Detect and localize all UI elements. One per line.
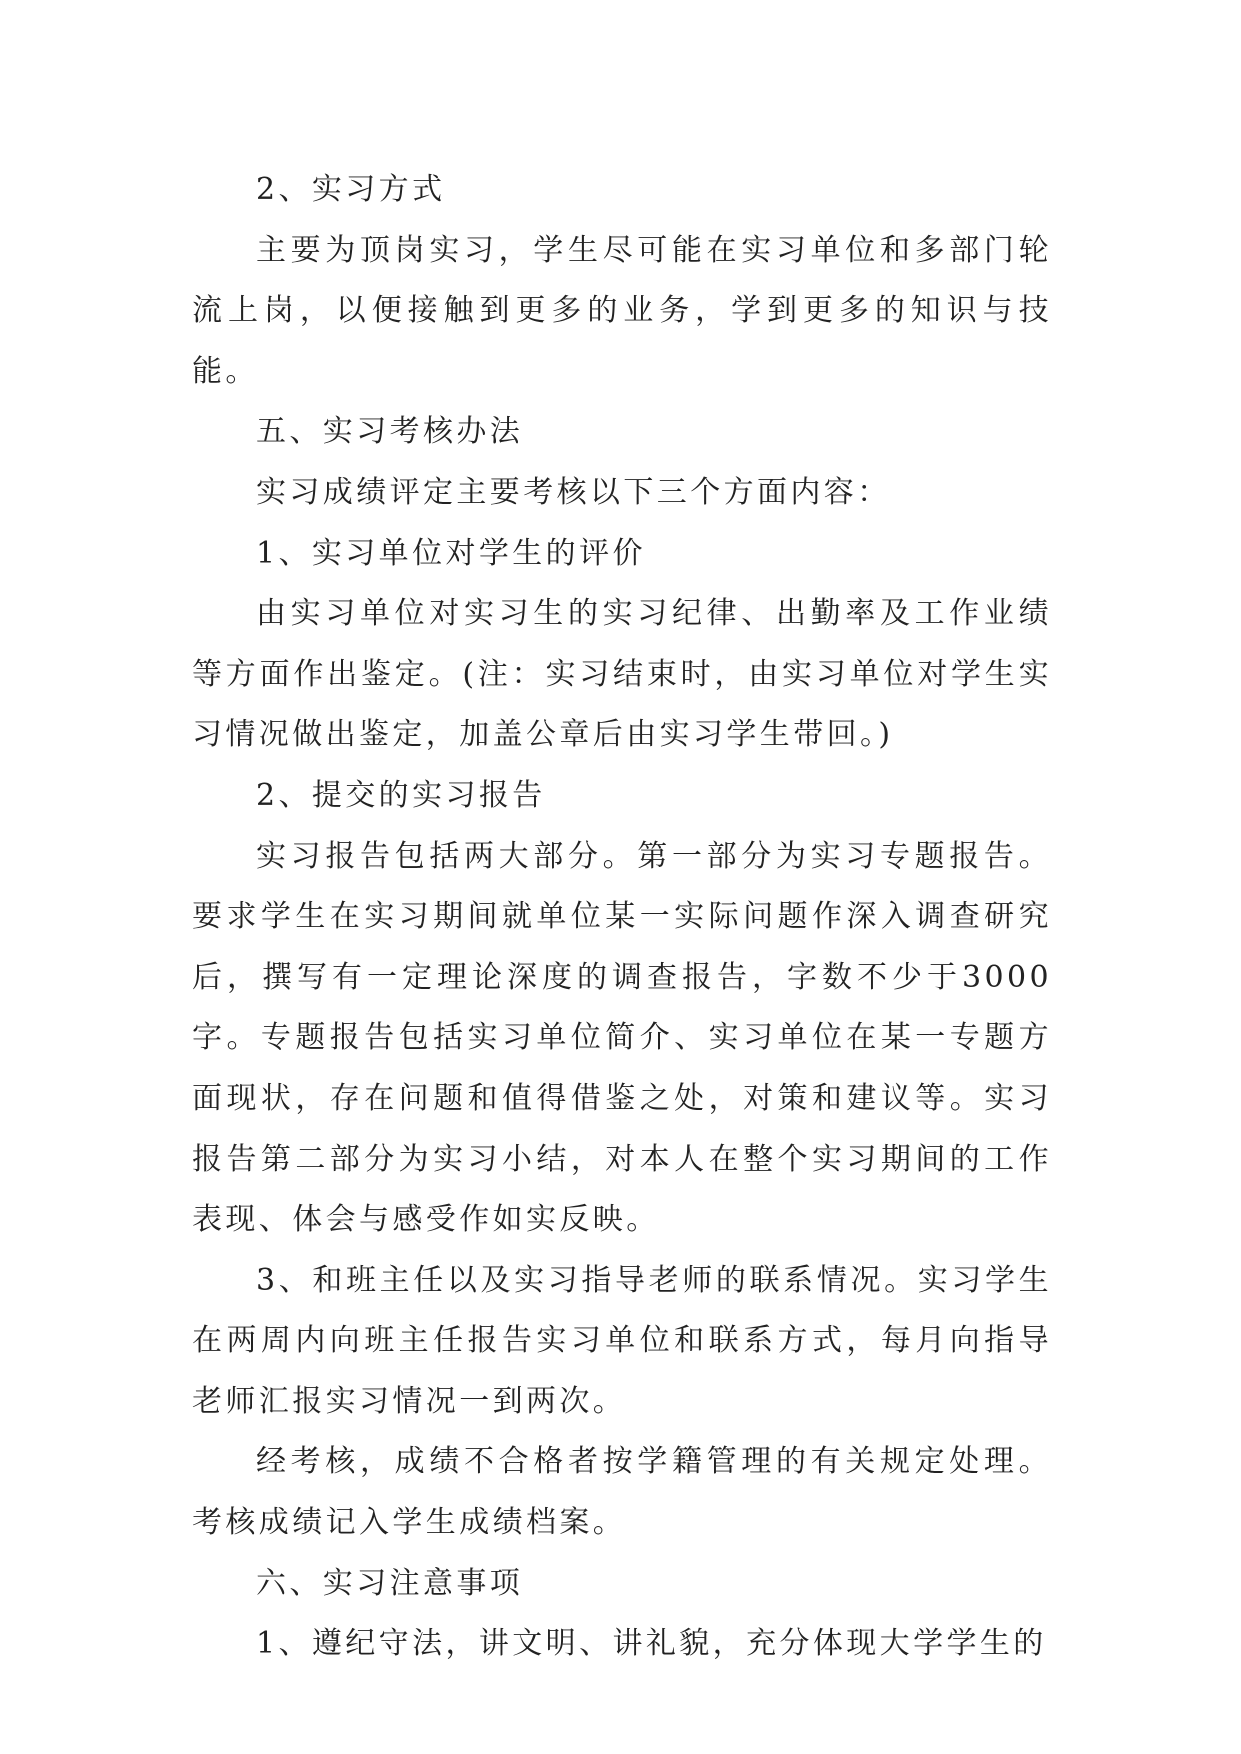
- paragraph-internship-report: 实习报告包括两大部分。第一部分为实习专题报告。要求学生在实习期间就单位某一实际问题作深入调查研究后，撰写有一定理论深度的调查报告，字数不少于3000字。专题报告包括实习单位简介、实习单位在某一专题方面现状，存在问题和值得借鉴之处，对策和建议等。实习报告第二部分为实习小结，对本人在整个实习期间的工作表现、体会与感受作如实反映。: [192, 838, 1052, 1238]
- subheading-unit-evaluation: 1、实习单位对学生的评价: [256, 535, 646, 571]
- paragraph-internship-method: 主要为顶岗实习，学生尽可能在实习单位和多部门轮流上岗，以便接触到更多的业务，学到更多的知识与技能。: [192, 232, 1052, 389]
- subheading-internship-report: 2、提交的实习报告: [256, 777, 546, 813]
- section-heading-internship-method: 2、实习方式: [256, 172, 446, 207]
- paragraph-assessment-result: 经考核，成绩不合格者按学籍管理的有关规定处理。考核成绩记入学生成绩档案。: [192, 1444, 1052, 1541]
- paragraph-teacher-contact: 3、和班主任以及实习指导老师的联系情况。实习学生在两周内向班主任报告实习单位和联系方式，每月向指导老师汇报实习情况一到两次。: [192, 1262, 1052, 1419]
- section-heading-assessment: 五、实习考核办法: [256, 414, 524, 450]
- section-heading-precautions: 六、实习注意事项: [256, 1565, 524, 1601]
- paragraph-assessment-intro: 实习成绩评定主要考核以下三个方面内容：: [256, 474, 891, 510]
- paragraph-unit-evaluation: 由实习单位对实习生的实习纪律、出勤率及工作业绩等方面作出鉴定。(注：实习结束时，由实习单位对学生实习情况做出鉴定，加盖公章后由实习学生带回。): [192, 596, 1052, 753]
- paragraph-precaution-1: 1、遵纪守法，讲文明、讲礼貌，充分体现大学学生的: [256, 1626, 1047, 1662]
- document-body: [192, 160, 1052, 1675]
